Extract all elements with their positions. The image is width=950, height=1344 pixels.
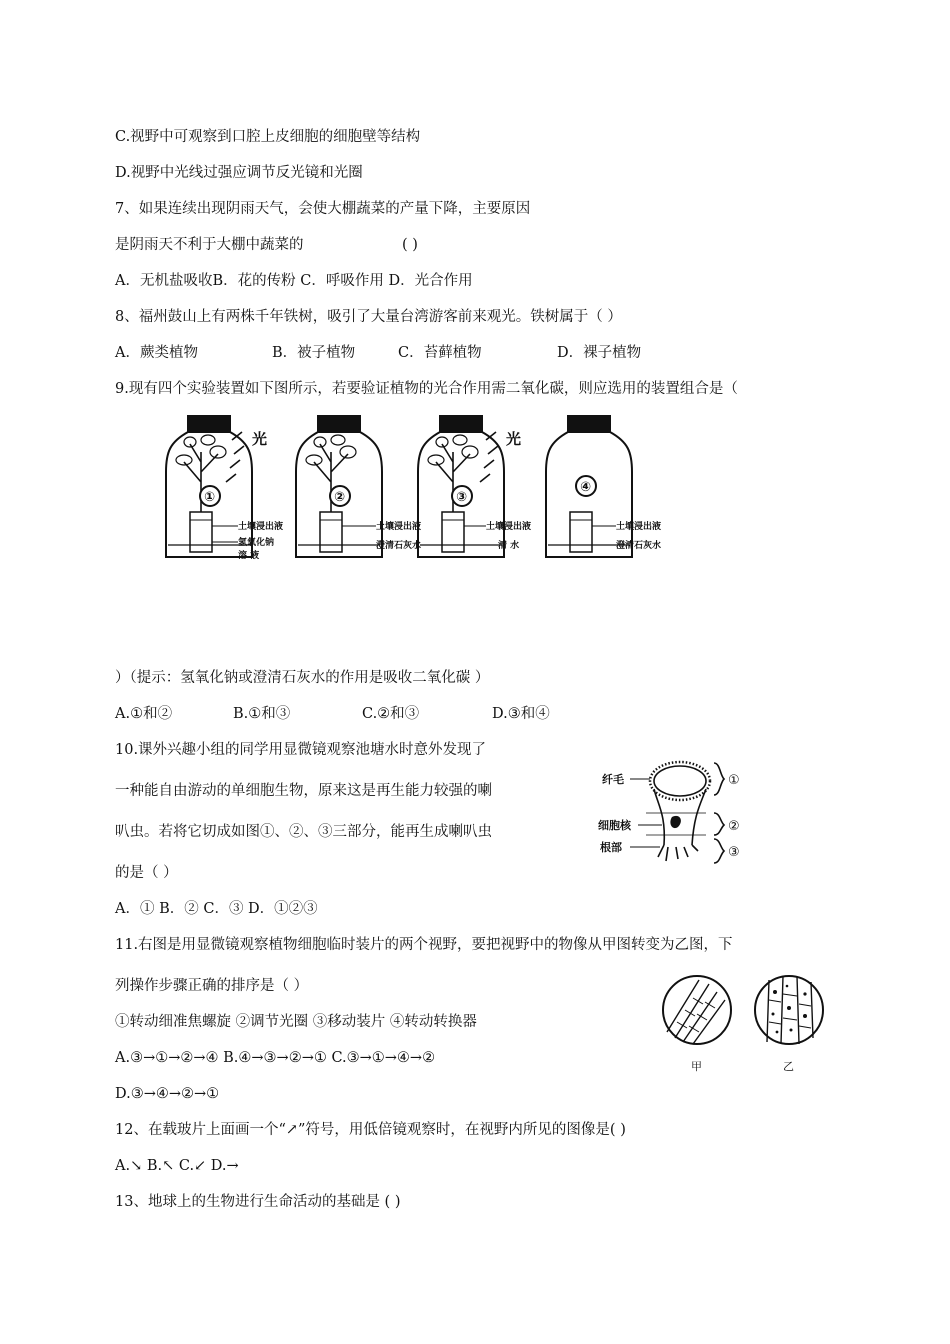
q9-option-a: A.①和② [115,706,173,722]
q10-stem-line2: 一种能自由游动的单细胞生物，原来这是再生能力较强的喇 [115,783,492,799]
q9-option-d: D.③和④ [492,706,550,722]
jar-3-label-bottom: 清 水 [498,541,520,551]
q9-option-c: C.②和③ [362,706,420,722]
q9-hint: ）（提示：氢氧化钠或澄清石灰水的作用是吸收二氧化碳 ） [115,670,490,686]
q9-option-b: B.①和③ [233,706,291,722]
q6-option-c: C.视野中可观察到口腔上皮细胞的细胞壁等结构 [115,129,421,145]
view-jia-label: 甲 [691,1060,702,1073]
q7-options: A．无机盐吸收B．花的传粉 C．呼吸作用 D．光合作用 [115,273,473,289]
q7-stem-line2: 是阴雨天不利于大棚中蔬菜的 [115,237,304,253]
q12-stem: 12、在载玻片上面画一个“↗”符号，用低倍镜观察时，在视野内所见的图像是( ) [115,1122,626,1138]
q13-stem: 13、地球上的生物进行生命活动的基础是 ( ) [115,1194,401,1210]
view-jia [663,976,731,1044]
jar-1-label-bottom2: 溶 液 [238,551,260,561]
q8-option-b: B．被子植物 [272,345,356,361]
light-label-1: 光 [252,430,268,448]
jar-4-label-top: 土壤浸出液 [616,522,662,532]
figure-10-stentor [596,755,746,870]
cilia-label: 纤毛 [602,773,624,786]
q11-steps: ①转动细准焦螺旋 ②调节光圈 ③移动装片 ④转动转换器 [115,1014,477,1030]
figure-9-jars [160,412,700,570]
q10-stem-line3: 叭虫。若将它切成如图①、②、③三部分，能再生成喇叭虫 [115,824,492,840]
jar-1-number: ① [204,490,216,505]
part-2-label: ② [728,819,740,834]
jar-1-label-bottom1: 氢氧化钠 [238,538,275,548]
jar-3-label-top: 土壤浸出液 [486,522,532,532]
q12-options: A.↘ B.↖ C.↙ D.→ [115,1158,239,1174]
jar-2-number: ② [334,490,346,505]
q6-option-d: D.视野中光线过强应调节反光镜和光圈 [115,165,363,181]
q7-stem-line1: 7、如果连续出现阴雨天气，会使大棚蔬菜的产量下降，主要原因 [115,201,531,217]
q8-option-d: D．裸子植物 [557,345,642,361]
jar-2-label-top: 土壤浸出液 [376,522,422,532]
q8-option-c: C．苔藓植物 [398,345,482,361]
jar-2-label-bottom: 澄清石灰水 [376,541,422,551]
jar-1-label-top: 土壤浸出液 [238,522,284,532]
q10-stem-line1: 10.课外兴趣小组的同学用显微镜观察池塘水时意外发现了 [115,742,487,758]
light-label-3: 光 [506,430,522,448]
part-1-label: ① [728,773,740,788]
q10-stem-line4: 的是（ ） [115,865,178,881]
q9-stem: 9.现有四个实验装置如下图所示，若要验证植物的光合作用需二氧化碳，则应选用的装置组合是（ [115,381,738,397]
q11-stem-line2: 列操作步骤正确的排序是（ ） [115,978,309,994]
q11-options: A.③→①→②→④ B.④→③→②→① C.③→①→④→② [115,1050,436,1066]
nucleus-label: 细胞核 [598,819,631,832]
q8-option-a: A．蕨类植物 [115,345,198,361]
q7-answer-paren: ( ) [402,237,418,253]
jar-3-number: ③ [456,490,468,505]
jar-4-number: ④ [580,480,592,495]
root-label: 根部 [600,841,622,854]
q8-stem: 8、福州鼓山上有两株千年铁树，吸引了大量台湾游客前来观光。铁树属于（ ） [115,309,622,325]
q10-options: A．① B．② C．③ D．①②③ [115,901,318,917]
jar-4-label-bottom: 澄清石灰水 [616,541,662,551]
figure-11-views [655,970,835,1080]
part-3-label: ③ [728,845,740,860]
q11-stem-line1: 11.右图是用显微镜观察植物细胞临时装片的两个视野，要把视野中的物像从甲图转变为乙图，下 [115,937,733,953]
view-yi-label: 乙 [783,1060,794,1073]
q11-option-d: D.③→④→②→① [115,1086,220,1102]
